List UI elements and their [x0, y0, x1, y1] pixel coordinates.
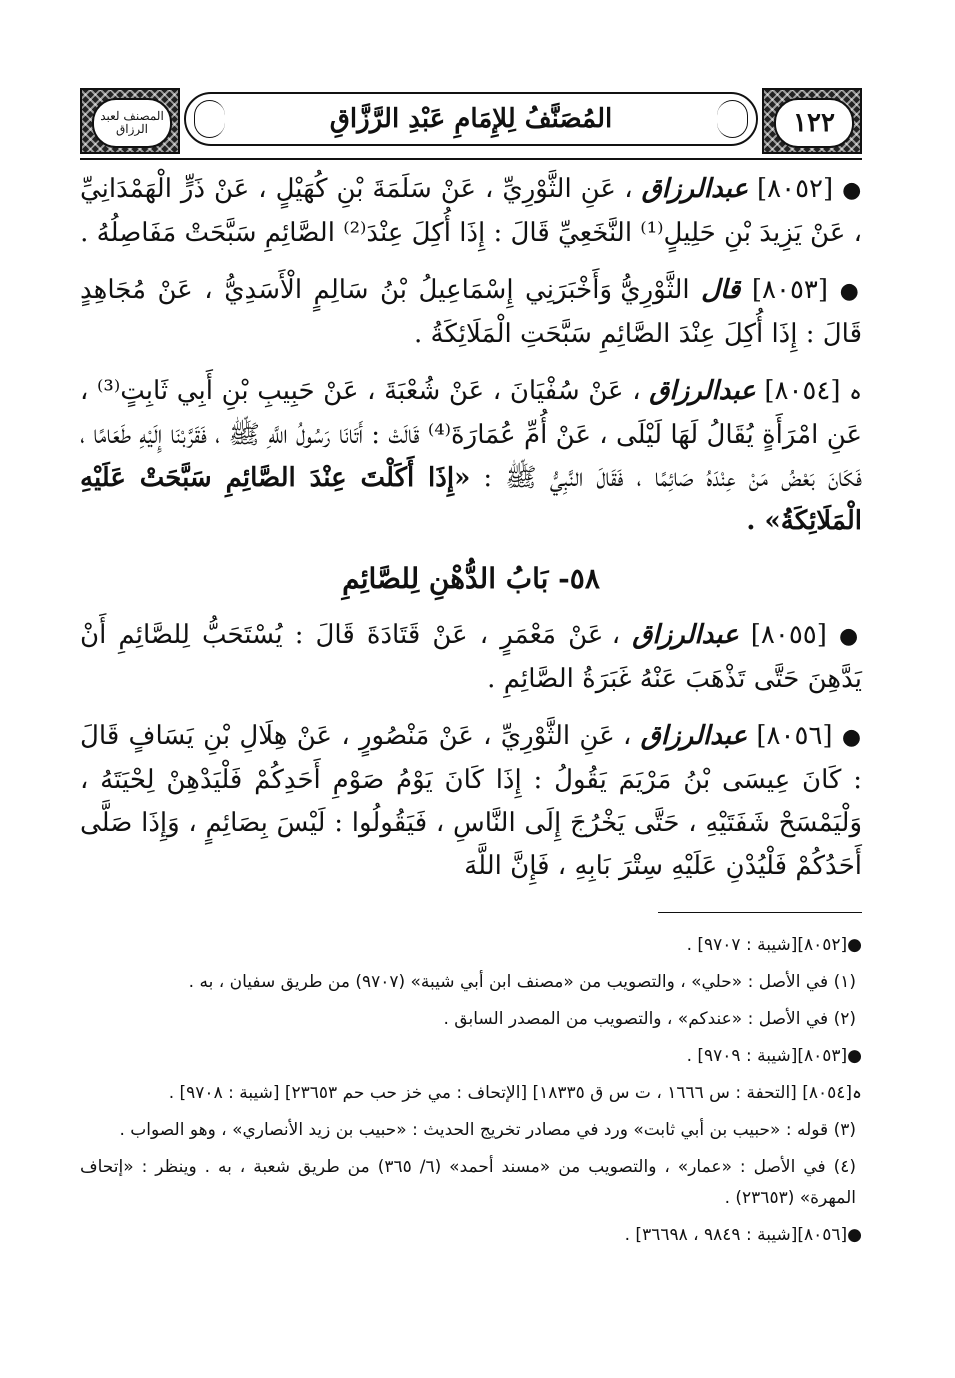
hadith-number: [٨٠٥٤] — [764, 376, 841, 406]
hadith-number: [٨٠٥٥] — [750, 620, 827, 650]
footnote-3 — [80, 1115, 862, 1146]
publisher-seal — [92, 98, 172, 148]
footnote-text: [٨٠٥٣][شيبة : ٩٧٠٩] . — [686, 1046, 848, 1066]
page-number: ١٢٢ — [793, 107, 835, 138]
header-divider — [80, 158, 862, 160]
bullet-icon: ● — [847, 1046, 862, 1066]
footnote-text: [٨٠٥٦][شيبة : ٩٨٤٩ ، ٣٦٦٩٨] . — [624, 1225, 848, 1245]
footnote-text: (٣) قوله : «حبيب بن أبي ثابت» ورد في مصادر تخريج الحديث : «حبيب بن زيد الأنصاري» ، وهو الصواب . — [119, 1120, 856, 1140]
hadith-entry-8052 — [80, 168, 862, 255]
footnote-2 — [80, 1004, 862, 1035]
page-number-medallion — [774, 98, 854, 148]
hadith-number: [٨٠٥٣] — [751, 275, 829, 305]
header-ornament-right — [762, 88, 862, 154]
marfu-marker-icon: ہ — [852, 1083, 862, 1103]
narrator-name: عبدالرزاق — [649, 376, 756, 406]
narrator-name: عبدالرزاق — [640, 721, 748, 751]
hadith-entry-8053 — [80, 269, 862, 356]
bullet-icon: ● — [841, 725, 863, 750]
footnote-divider — [658, 912, 862, 913]
narrator-name: عبدالرزاق — [632, 620, 739, 650]
footnotes — [80, 930, 862, 1257]
hadith-text: ، عَنِ الثَّوْرِيِّ ، عَنْ سَلَمَةَ بْنِ كُهَيْلٍ ، عَنْ ذَرٍّ الْهَمْدَانِيِّ ، عَنْ يَزِيدَ بْنِ حَلِيلٍ⁽¹⁾ النَّخَعِيِّ قَالَ : إِذَا أُكِلَ عِنْدَ⁽²⁾ الصَّائِمِ سَبَّحَتْ مَفَاصِلُهُ . — [80, 174, 862, 248]
narrator-name: عبدالرزاق — [641, 174, 749, 204]
hadith-text: ، عَنْ سُفْيَانَ ، عَنْ شُعْبَةَ ، عَنْ حَبِيبِ بْنِ أَبِي ثَابِتٍ⁽³⁾ ، عَنِ امْرَأَةٍ يُقَالُ لَهَا لَيْلَى ، عَنْ أُمِّ عُمَارَةَ⁽⁴⁾ قَالَتْ : أَتَانَا رَسُولُ اللَّهِ ﷺ ، فَقَرَّبْنَا إِلَيْهِ طَعَامًا ، فَكَانَ بَعْضُ مَنْ عِنْدَهُ صَائِمًا ، فَقَالَ النَّبِيُّ ﷺ : — [80, 376, 863, 493]
footnote-text: (٤) في الأصل : «عمار» ، والتصويب من «مسند أحمد» (٦/ ٣٦٥) من طريق شعبة ، به . وينظر : «إتحاف المهرة» (٢٣٦٥٣) . — [80, 1157, 856, 1208]
seal-text: المصنف لعبد الرزاق — [100, 109, 164, 136]
footnote-text: (٢) في الأصل : «عندكم» ، والتصويب من المصدر السابق . — [443, 1009, 856, 1029]
footnote-source-8056 — [80, 1220, 862, 1251]
hadith-number: [٨٠٥٢] — [757, 174, 834, 204]
footnote-source-8052 — [80, 930, 862, 961]
bullet-icon: ● — [839, 279, 863, 304]
hadith-number: [٨٠٥٦] — [756, 721, 833, 751]
narrator-name: قال — [701, 275, 741, 305]
footnote-text: [٨٠٥٤] [التحفة : س ١٦٦٦ ، ت س ق ١٨٣٣٥] [الإتحاف : مي خز حب حم ٢٣٦٥٣] [شيبة : ٩٧٠٨] . — [168, 1083, 853, 1103]
footnote-source-8053 — [80, 1041, 862, 1072]
bullet-icon: ● — [847, 1225, 862, 1245]
hadith-text: الثَّوْرِيُّ وَأَخْبَرَنِي إِسْمَاعِيلُ بْنُ سَالِمٍ الْأَسَدِيُّ ، عَنْ مُجَاهِدٍ قَالَ : إِذَا أُكِلَ عِنْدَ الصَّائِمِ سَبَّحَتِ الْمَلَائِكَةُ . — [80, 275, 862, 349]
bullet-icon: ● — [842, 178, 863, 203]
hadith-text: ، عَنِ الثَّوْرِيِّ ، عَنْ مَنْصُورٍ ، عَنْ هِلَالِ بْنِ يَسَافٍ قَالَ : كَانَ عِيسَى بْنُ مَرْيَمَ يَقُولُ : إِذَا كَانَ يَوْمُ صَوْمِ أَحَدِكُمْ فَلْيَدْهِنْ لِحْيَتَهُ ، وَلْيَمْسَحْ شَفَتَيْهِ ، حَتَّى يَخْرُجَ إِلَى النَّاسِ ، فَيَقُولُوا : لَيْسَ بِصَائِمٍ ، وَإِذَا صَلَّى أَحَدُكُمْ فَلْيُدْنِ عَلَيْهِ سِتْرَ بَابِهِ ، فَإِنَّ اللَّهَ — [80, 721, 862, 881]
hadith-entry-8056 — [80, 715, 862, 888]
hadith-entry-8054 — [80, 370, 862, 543]
hadith-text: ، عَنْ مَعْمَرٍ ، عَنْ قَتَادَةَ قَالَ : يُسْتَحَبُّ لِلصَّائِمِ أَنْ يَدَّهِنَ حَتَّى تَذْهَبَ عَنْهُ غَبَرَةُ الصَّائِمِ . — [80, 620, 862, 694]
marfu-marker-icon: ہ — [849, 380, 863, 405]
title-cartouche — [184, 92, 758, 146]
header-ornament-left — [80, 88, 180, 154]
hadith-entry-8055 — [80, 614, 862, 701]
footnote-1 — [80, 967, 862, 998]
page-title: المُصَنَّفُ لِلإِمَامِ عَبْدِ الرَّزَّاقِ — [329, 104, 613, 134]
page-header — [80, 88, 862, 154]
prophetic-saying: «إِذَا أَكَلْتَ عِنْدَ الصَّائِمِ سَبَّحَتْ عَلَيْهِ الْمَلَائِكَةُ» . — [80, 463, 862, 536]
chapter-heading: ٥٨- بَابُ الدُّهْنِ لِلصَّائِمِ — [342, 562, 600, 595]
main-text — [80, 168, 862, 902]
bullet-icon: ● — [847, 935, 862, 955]
bullet-icon: ● — [839, 624, 863, 649]
footnote-source-8054 — [80, 1078, 862, 1109]
footnote-4 — [80, 1152, 862, 1214]
footnote-text: [٨٠٥٢][شيبة : ٩٧٠٧] . — [686, 935, 848, 955]
footnote-text: (١) في الأصل : «حلي» ، والتصويب من «مصنف ابن أبي شيبة» (٩٧٠٧) من طريق سفيان ، به . — [188, 972, 856, 992]
